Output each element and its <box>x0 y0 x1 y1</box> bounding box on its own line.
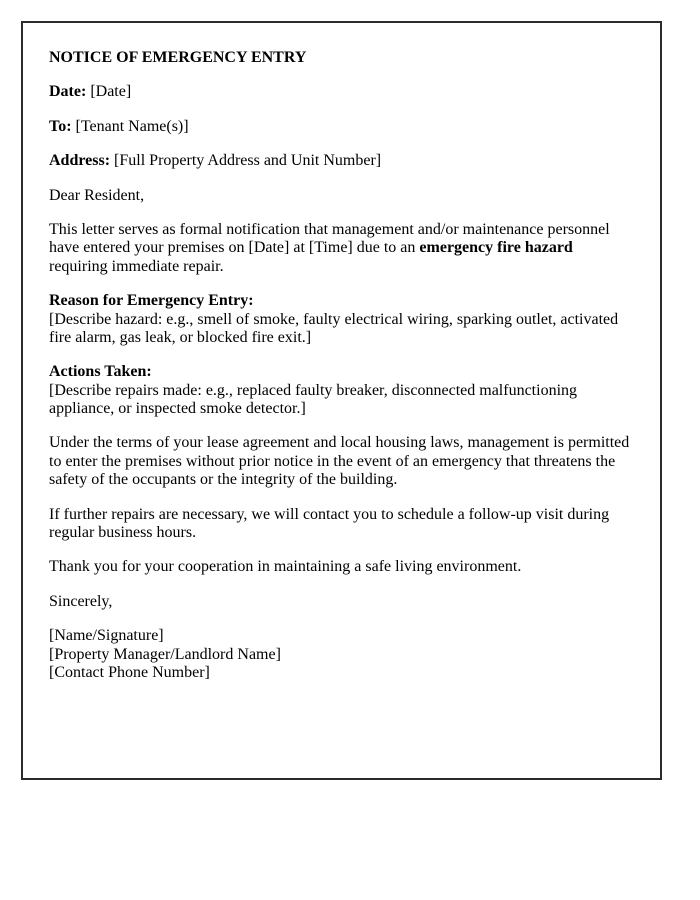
intro-text-after: requiring immediate repair. <box>49 257 224 275</box>
paragraph-thank-you: Thank you for your cooperation in maintaining a safe living environment. <box>49 558 522 576</box>
section-actions <box>49 363 634 418</box>
field-date <box>49 83 634 101</box>
address-label: Address: <box>49 152 111 170</box>
field-address <box>49 152 634 170</box>
section-reason <box>49 292 634 347</box>
section-reason-body: [Describe hazard: e.g., smell of smoke, faulty electrical wiring, sparking outlet, activated fire alarm, gas leak, or blocked fire exit.] <box>49 310 619 346</box>
section-reason-heading: Reason for Emergency Entry: <box>49 292 254 310</box>
signature-phone-line: [Contact Phone Number] <box>49 663 210 681</box>
address-value: [Full Property Address and Unit Number] <box>114 152 382 170</box>
date-value: [Date] <box>90 83 132 101</box>
field-to <box>49 118 634 136</box>
section-actions-heading: Actions Taken: <box>49 363 152 381</box>
to-label: To: <box>49 117 72 135</box>
intro-paragraph <box>49 221 634 276</box>
signature-name-line: [Name/Signature] <box>49 627 164 645</box>
letter-title: NOTICE OF EMERGENCY ENTRY <box>49 49 307 66</box>
notice-letter <box>21 21 662 780</box>
section-actions-body: [Describe repairs made: e.g., replaced faulty breaker, disconnected malfunctioning appliance, or inspected smoke detector.] <box>49 381 578 418</box>
paragraph-follow-up: If further repairs are necessary, we will contact you to schedule a follow-up visit during regular business hours. <box>49 505 610 542</box>
to-value: [Tenant Name(s)] <box>75 117 189 135</box>
signature-manager-line: [Property Manager/Landlord Name] <box>49 645 281 663</box>
paragraph-lease-terms: Under the terms of your lease agreement and local housing laws, management is permitted to enter the premises without prior notice in the event of an emergency that threatens the safety of the occupants or the integrity of the building. <box>49 434 630 489</box>
intro-bold-phrase: emergency fire hazard <box>419 239 573 257</box>
closing: Sincerely, <box>49 592 113 610</box>
intro-text-before: This letter serves as formal notification that management and/or maintenance personnel have entered your premises on [Date] at [Time] due to an <box>49 220 610 257</box>
salutation: Dear Resident, <box>49 186 145 204</box>
date-label: Date: <box>49 83 87 101</box>
signature-block <box>49 627 634 682</box>
